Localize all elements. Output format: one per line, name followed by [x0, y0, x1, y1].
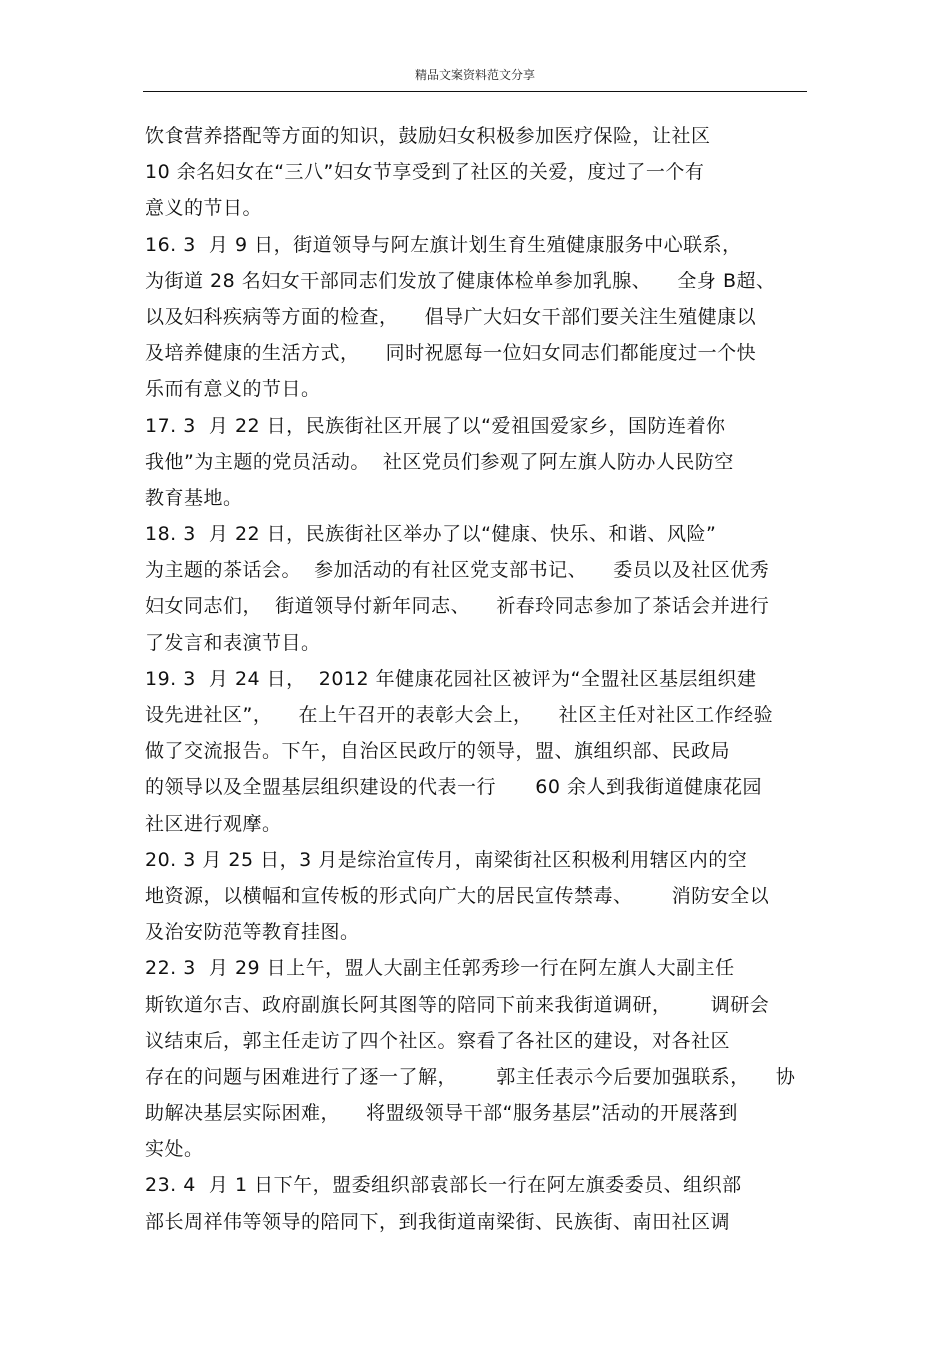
text-line: 了发言和表演节目。: [145, 631, 321, 654]
text-line: 设先进社区”， 在上午召开的表彰大会上， 社区主任对社区工作经验: [145, 704, 774, 726]
text-line: 19. 3 月 24 日， 2012 年健康花园社区被评为“全盟社区基层组织建: [145, 667, 757, 690]
text-line: 的领导以及全盟基层组织建设的代表一行 60 余人到我街道健康花园: [145, 776, 762, 799]
text-line: 意义的节日。: [145, 197, 263, 220]
text-line: 为主题的茶话会。 参加活动的有社区党支部书记、 委员以及社区优秀: [145, 559, 770, 582]
text-line: 做了交流报告。下午，自治区民政厅的领导，盟、旗组织部、民政局: [145, 740, 731, 763]
text-line: 部长周祥伟等领导的陪同下，到我街道南梁街、民族街、南田社区调: [145, 1210, 731, 1233]
text-line: 10 余名妇女在“三八”妇女节享受到了社区的关爱，度过了一个有: [145, 161, 705, 184]
text-line: 妇女同志们， 街道领导付新年同志、 祈春玲同志参加了茶话会并进行: [145, 595, 770, 618]
text-line: 20. 3 月 25 日，3 月是综治宣传月，南梁街社区积极利用辖区内的空: [145, 848, 748, 871]
text-line: 及治安防范等教育挂图。: [145, 921, 360, 944]
text-line: 社区进行观摩。: [145, 812, 282, 835]
text-line: 我他”为主题的党员活动。 社区党员们参观了阿左旗人防办人民防空: [145, 450, 734, 473]
page-header: 精品文案资料范文分享: [414, 68, 535, 82]
text-line: 17. 3 月 22 日，民族街社区开展了以“爱祖国爱家乡，国防连着你: [145, 414, 726, 437]
text-line: 斯钦道尔吉、政府副旗长阿其图等的陪同下前来我街道调研， 调研会: [145, 993, 770, 1016]
header-divider: [143, 91, 807, 92]
text-line: 及培养健康的生活方式， 同时祝愿每一位妇女同志们都能度过一个快: [145, 342, 757, 365]
text-line: 饮食营养搭配等方面的知识，鼓励妇女积极参加医疗保险，让社区: [145, 125, 711, 147]
text-line: 为街道 28 名妇女干部同志们发放了健康体检单参加乳腺、 全身 B超、: [145, 269, 776, 292]
text-line: 教育基地。: [145, 486, 243, 509]
text-line: 助解决基层实际困难， 将盟级领导干部“服务基层”活动的开展落到: [145, 1102, 738, 1125]
text-line: 23. 4 月 1 日下午，盟委组织部袁部长一行在阿左旗委委员、组织部: [145, 1174, 742, 1197]
text-line: 乐而有意义的节日。: [145, 378, 321, 401]
document-body: [145, 118, 810, 1240]
text-line: 实处。: [145, 1138, 204, 1161]
text-line: 以及妇科疾病等方面的检查， 倡导广大妇女干部们要关注生殖健康以: [145, 305, 757, 328]
text-line: 议结束后，郭主任走访了四个社区。察看了各社区的建设，对各社区: [145, 1029, 731, 1052]
text-line: 16. 3 月 9 日，街道领导与阿左旗计划生育生殖健康服务中心联系，: [145, 233, 742, 256]
text-line: 地资源，以横幅和宣传板的形式向广大的居民宣传禁毒、 消防安全以: [145, 884, 770, 907]
text-line: 22. 3 月 29 日上午，盟人大副主任郭秀珍一行在阿左旗人大副主任: [145, 957, 735, 980]
text-line: 存在的问题与困难进行了逐一了解， 郭主任表示今后要加强联系， 协: [145, 1065, 796, 1088]
text-line: 18. 3 月 22 日，民族街社区举办了以“健康、快乐、和谐、风险”: [145, 523, 717, 546]
